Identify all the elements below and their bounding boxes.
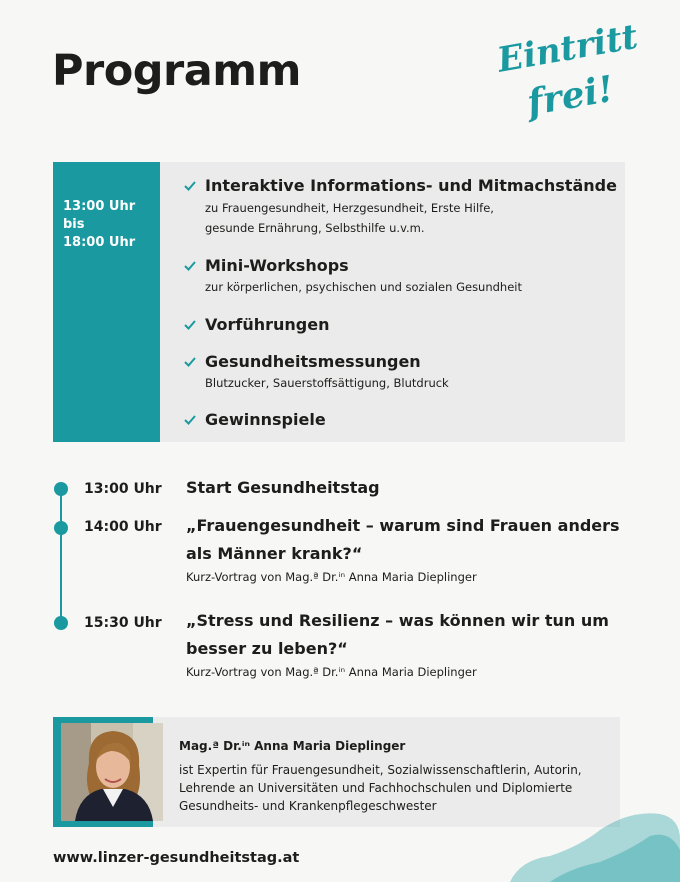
program-item-detail: zu Frauengesundheit, Herzgesundheit, Erste Hilfe, [205, 201, 494, 215]
event-time: 15:30 Uhr [84, 615, 162, 631]
event-title: „Frauengesundheit – warum sind Frauen anders als Männer krank?“ [186, 516, 620, 563]
event-speaker: Kurz-Vortrag von Mag.ª Dr.ⁱⁿ Anna Maria Dieplinger [186, 665, 477, 679]
event-speaker: Kurz-Vortrag von Mag.ª Dr.ⁱⁿ Anna Maria Dieplinger [186, 570, 477, 584]
checkmark-icon [183, 259, 197, 273]
checkmark-icon [183, 413, 197, 427]
speaker-photo [61, 723, 163, 821]
time-range [63, 198, 135, 252]
speaker-name: Mag.ª Dr.ⁱⁿ Anna Maria Dieplinger [179, 739, 406, 753]
stamp-line-2: frei! [524, 67, 617, 125]
free-entry-stamp [489, 14, 641, 145]
event-time: 13:00 Uhr [84, 481, 162, 497]
timeline-line [60, 488, 62, 623]
checkmark-icon [183, 179, 197, 193]
timeline-dot [54, 616, 68, 630]
program-item-title: Mini-Workshops [205, 256, 349, 275]
page-title: Programm [52, 46, 301, 96]
watercolor-splash [490, 790, 680, 882]
checkmark-icon [183, 355, 197, 369]
checkmark-icon [183, 318, 197, 332]
stamp-line-1: Eintritt [494, 16, 641, 81]
time-start: 13:00 Uhr [63, 199, 136, 214]
program-item-detail: Blutzucker, Sauerstoffsättigung, Blutdruck [205, 376, 449, 390]
event-title: „Stress und Resilienz – was können wir tun um besser zu leben?“ [186, 611, 609, 658]
program-item-detail: zur körperlichen, psychischen und sozialen Gesundheit [205, 280, 523, 294]
website-link[interactable]: www.linzer-gesundheitstag.at [53, 850, 300, 866]
time-sidebar [53, 162, 160, 442]
speaker-description: ist Expertin für Frauengesundheit, Sozialwissenschaftlerin, Autorin, Lehrende an Universitäten und Fachhochschulen und Diplomierte Gesundheits- und Krankenpflegeschwester [179, 763, 582, 813]
time-separator: bis [63, 217, 85, 232]
program-item-title: Gesundheitsmessungen [205, 352, 421, 371]
program-item-detail: gesunde Ernährung, Selbsthilfe u.v.m. [205, 221, 425, 235]
program-item-title: Vorführungen [205, 315, 330, 334]
timeline-dot [54, 521, 68, 535]
program-item-title: Gewinnspiele [205, 410, 326, 429]
event-time: 14:00 Uhr [84, 519, 162, 535]
program-item-title: Interaktive Informations- und Mitmachstände [205, 176, 617, 195]
timeline-dot [54, 482, 68, 496]
time-end: 18:00 Uhr [63, 235, 136, 250]
event-title: Start Gesundheitstag [186, 478, 380, 497]
program-box [53, 162, 625, 442]
